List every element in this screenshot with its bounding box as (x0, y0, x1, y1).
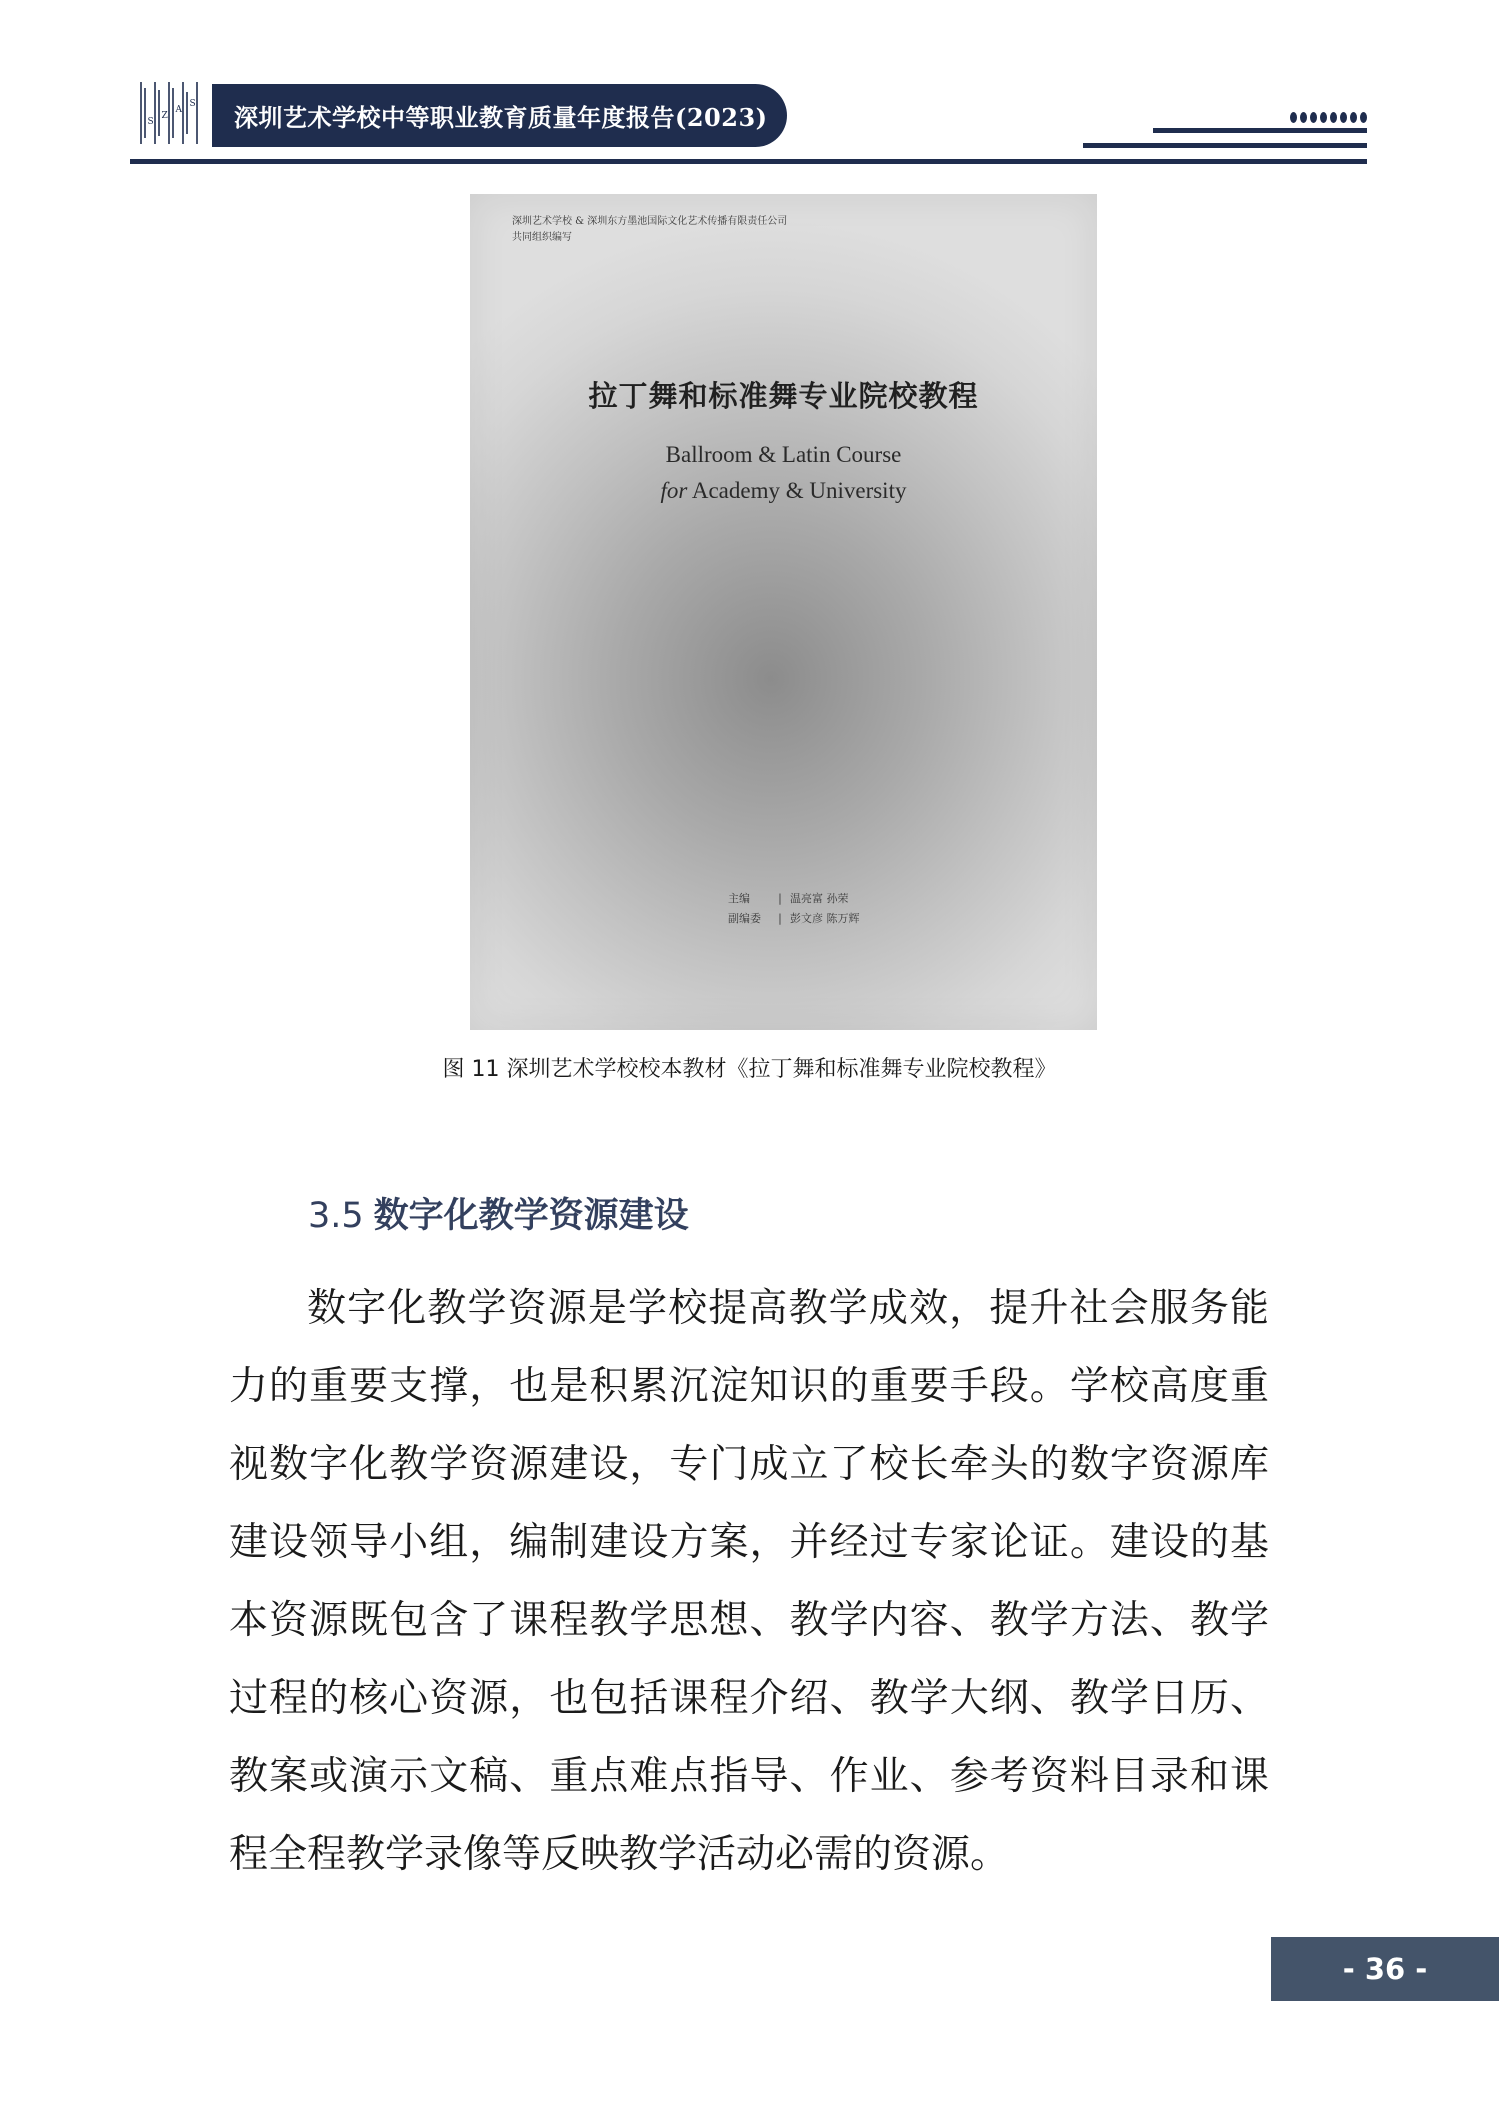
paragraph-line: 过程的核心资源，也包括课程介绍、教学大纲、教学日历、 (229, 1676, 1269, 1721)
header-banner (212, 84, 787, 147)
header-decoration-dots (1290, 112, 1367, 123)
cover-publishers (512, 214, 787, 246)
logo-letter-4: S (189, 99, 196, 109)
school-logo (138, 80, 200, 146)
logo-letter-3: A (175, 105, 182, 115)
logo-letter-1: S (147, 117, 154, 127)
cover-publishers-line: 共同组织编写 (512, 232, 572, 243)
page-number: - 36 - (1342, 1952, 1428, 1986)
book-cover-photo (470, 194, 1097, 1030)
credit-names: 温亮富 孙荣 (790, 892, 849, 905)
figure-caption: 图 11 深圳艺术学校校本教材《拉丁舞和标准舞专业院校教程》 (442, 1057, 1057, 1082)
header-rule (1153, 128, 1367, 133)
cover-credit-row (728, 909, 860, 929)
paragraph-line: 建设领导小组，编制建设方案，并经过专家论证。建设的基 (229, 1520, 1269, 1565)
section-number: 3.5 (308, 1196, 364, 1236)
logo-letter-2: Z (161, 111, 168, 121)
cover-credits (728, 889, 860, 929)
cover-title-chinese: 拉丁舞和标准舞专业院校教程 (588, 379, 979, 413)
section-heading (308, 1188, 689, 1238)
header-rule (1083, 143, 1367, 148)
cover-publishers-line: 深圳艺术学校 & 深圳东方墨池国际文化艺术传播有限责任公司 (512, 216, 788, 227)
body-paragraph (229, 1270, 1269, 1894)
cover-title-english-rest: Academy & University (687, 478, 907, 503)
cover-title-english-for: for (660, 478, 688, 503)
credit-role: 主编 (728, 892, 750, 905)
page-number-box (1271, 1937, 1499, 2001)
credit-separator: | (778, 892, 782, 905)
report-title: 深圳艺术学校中等职业教育质量年度报告(2023) (234, 103, 768, 132)
cover-credit-row (728, 889, 860, 909)
credit-role: 副编委 (728, 912, 761, 925)
paragraph-line: 数字化教学资源是学校提高教学成效，提升社会服务能 (307, 1286, 1269, 1331)
cover-title-english-line2 (470, 478, 1097, 504)
paragraph-line: 程全程教学录像等反映教学活动必需的资源。 (229, 1832, 1010, 1877)
paragraph-line: 视数字化教学资源建设，专门成立了校长牵头的数字资源库 (229, 1442, 1269, 1487)
cover-title-english-line1: Ballroom & Latin Course (665, 442, 902, 467)
section-title: 数字化教学资源建设 (373, 1196, 689, 1236)
header-rule-main (130, 159, 1367, 164)
paragraph-line: 本资源既包含了课程教学思想、教学内容、教学方法、教学 (229, 1598, 1269, 1643)
credit-names: 彭文彦 陈万辉 (790, 912, 860, 925)
paragraph-line: 教案或演示文稿、重点难点指导、作业、参考资料目录和课 (229, 1754, 1269, 1799)
credit-separator: | (778, 912, 782, 925)
paragraph-line: 力的重要支撑，也是积累沉淀知识的重要手段。学校高度重 (229, 1364, 1269, 1409)
